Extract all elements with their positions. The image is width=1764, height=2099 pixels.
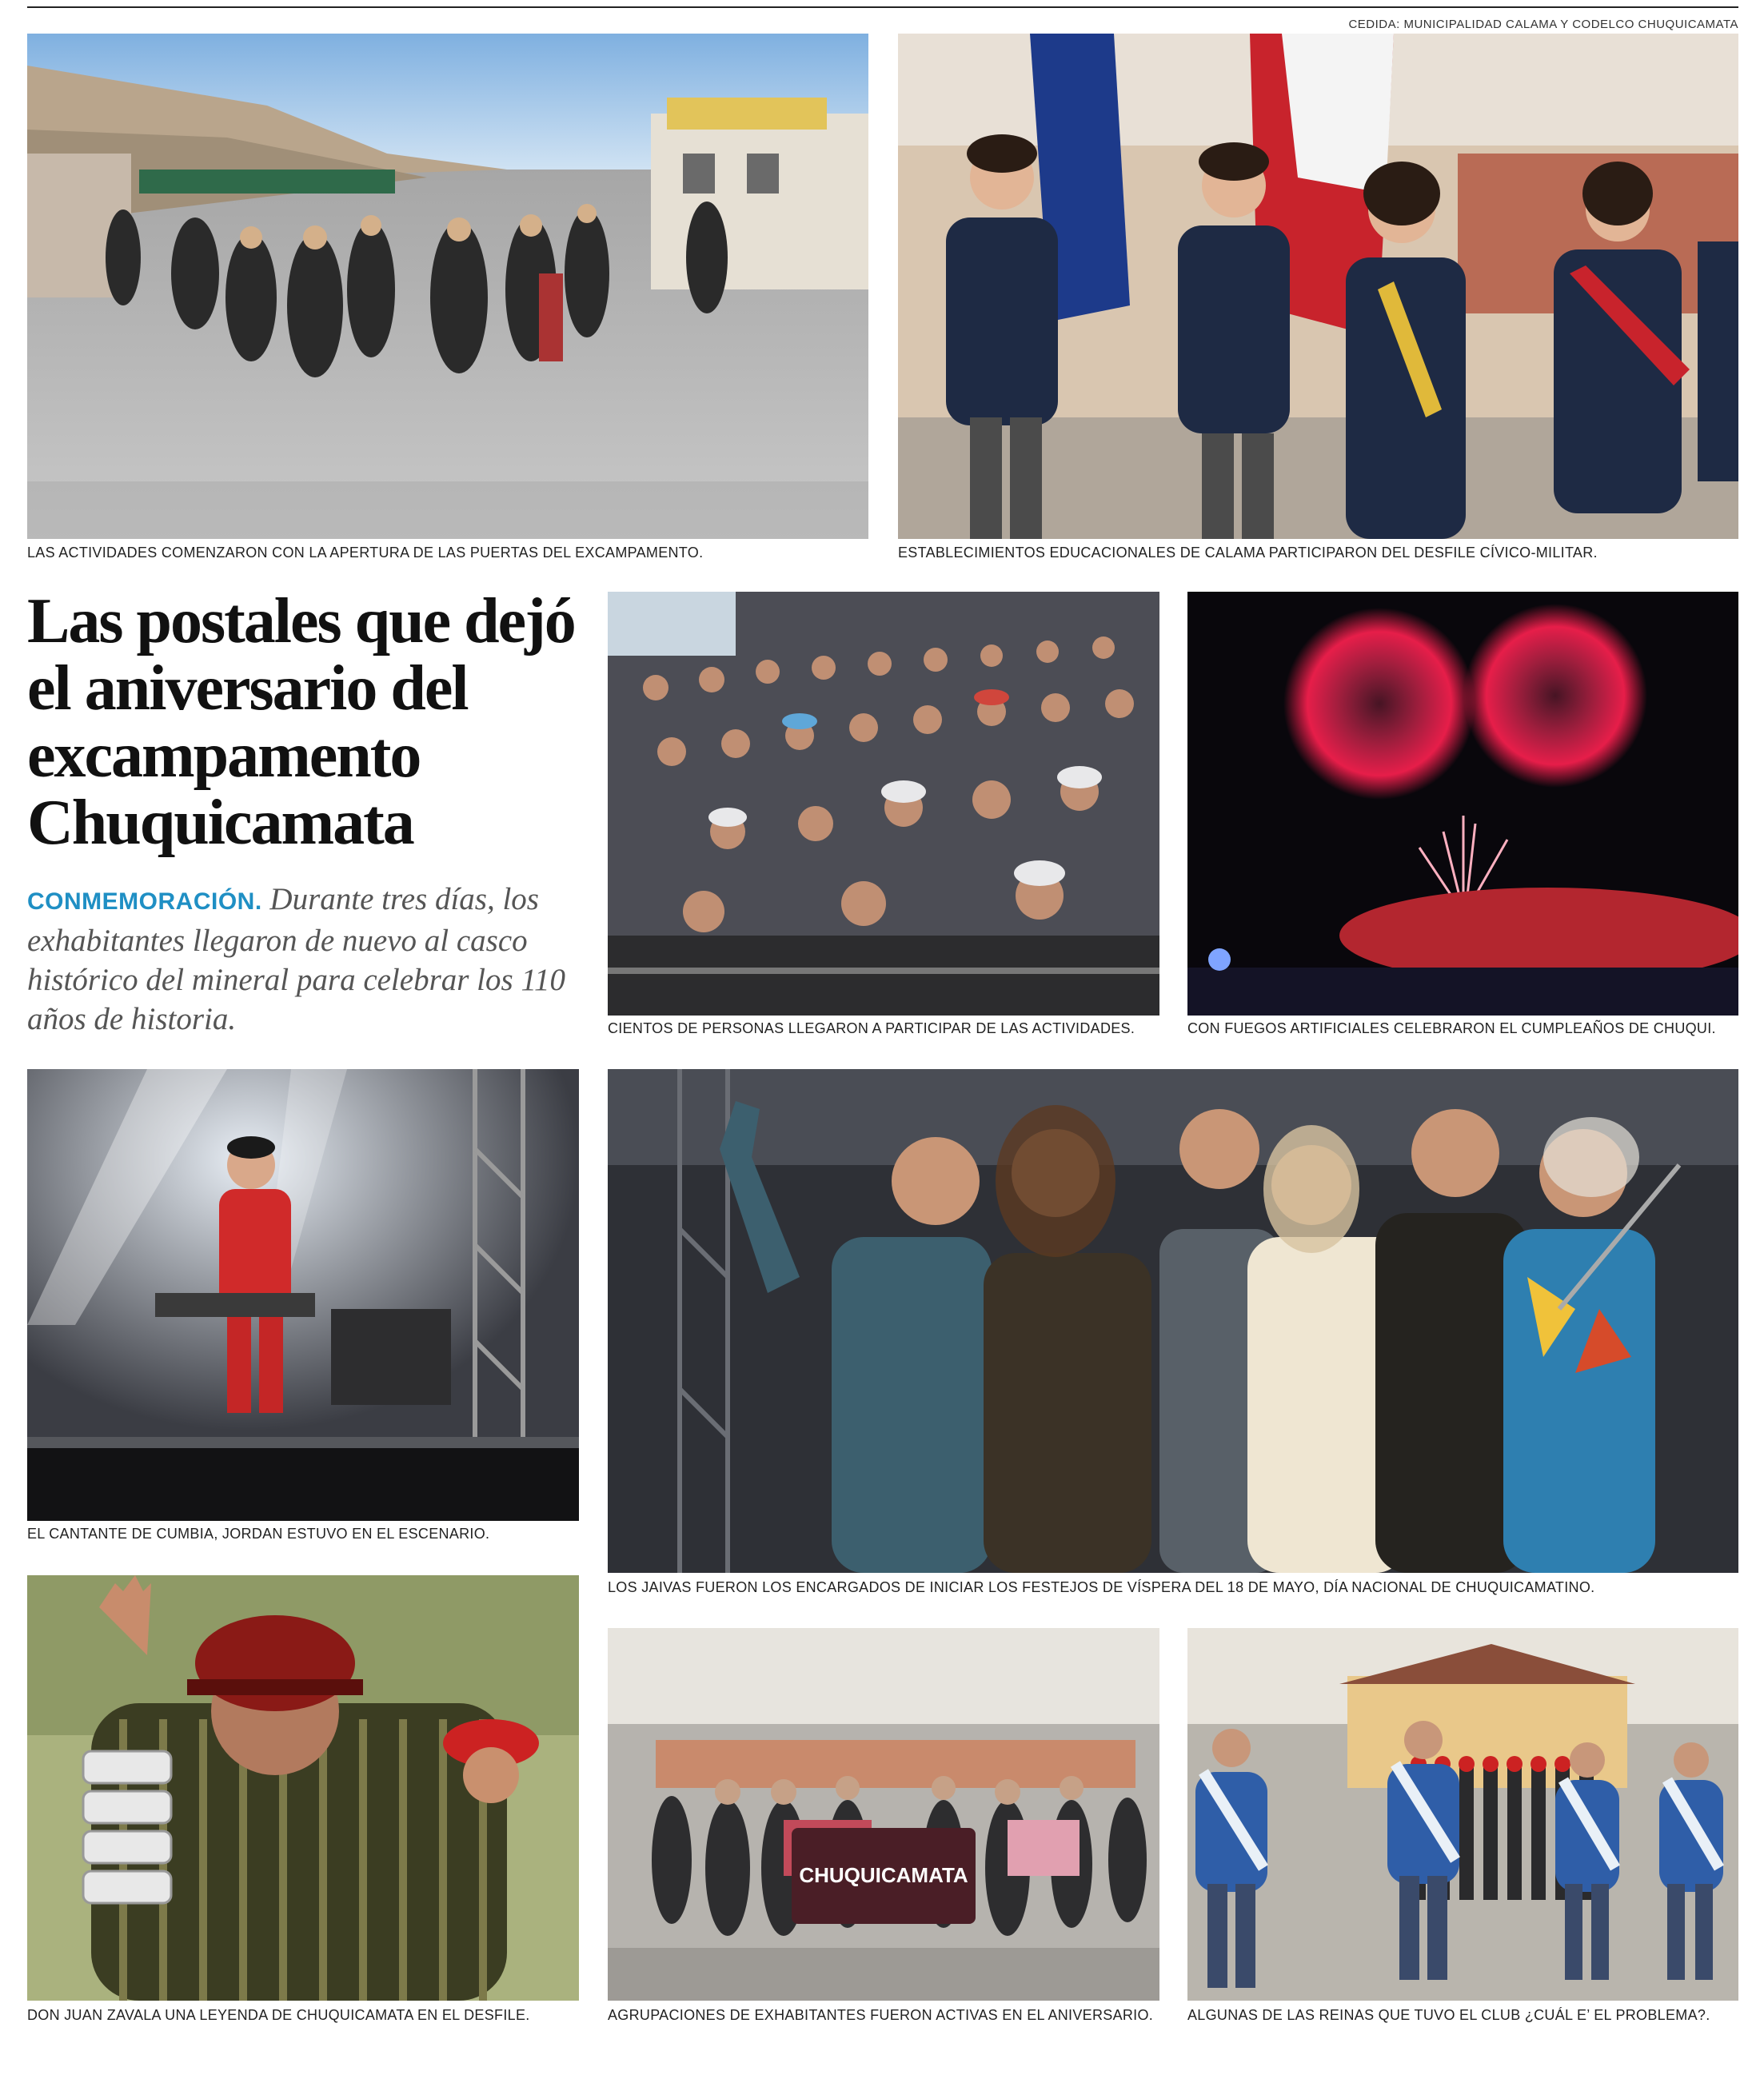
photo-fireworks (1187, 592, 1738, 1016)
dek-kicker: CONMEMORACIÓN. (27, 888, 262, 915)
photo-caption: DON JUAN ZAVALA UNA LEYENDA DE CHUQUICAMATA EN EL DESFILE. (27, 2007, 530, 2023)
photo-reinas (1187, 1628, 1738, 2001)
photo-caption: CON FUEGOS ARTIFICIALES CELEBRARON EL CUMPLEAÑOS DE CHUQUI. (1187, 1020, 1716, 1036)
photo-los-jaivas (608, 1069, 1738, 1573)
photo-juan-zavala (27, 1575, 579, 2001)
dek-text: Durante tres días, los exhabitantes llegaron de nuevo al casco histórico del mineral para celebrar los 110 años de historia. (27, 882, 566, 1036)
article-headline: Las postales que dejó el aniversario del excampamento Chuquicamata (27, 586, 575, 858)
photo-exhabitantes-banner (608, 1628, 1159, 2001)
top-rule (27, 6, 1738, 8)
banner-text: CHUQUICAMATA (799, 1863, 968, 1887)
photo-caption: CIENTOS DE PERSONAS LLEGARON A PARTICIPAR DE LAS ACTIVIDADES. (608, 1020, 1135, 1036)
photo-singer-stage (27, 1069, 579, 1521)
photo-crowd-street (27, 34, 868, 539)
photo-credit: CEDIDA: MUNICIPALIDAD CALAMA Y CODELCO CHUQUICAMATA (1348, 18, 1738, 31)
photo-caption: ALGUNAS DE LAS REINAS QUE TUVO EL CLUB ¿CUÁL E’ EL PROBLEMA?. (1187, 2007, 1710, 2023)
photo-audience (608, 592, 1159, 1016)
photo-caption: EL CANTANTE DE CUMBIA, JORDAN ESTUVO EN EL ESCENARIO. (27, 1526, 490, 1542)
photo-caption: AGRUPACIONES DE EXHABITANTES FUERON ACTIVAS EN EL ANIVERSARIO. (608, 2007, 1154, 2023)
article-dek (27, 880, 579, 1039)
photo-caption: LAS ACTIVIDADES COMENZARON CON LA APERTURA DE LAS PUERTAS DEL EXCAMPAMENTO. (27, 545, 704, 561)
photo-caption: LOS JAIVAS FUERON LOS ENCARGADOS DE INICIAR LOS FESTEJOS DE VÍSPERA DEL 18 DE MAYO, DÍA NACIONAL DE CHUQUICAMATINO. (608, 1579, 1595, 1595)
photo-caption: ESTABLECIMIENTOS EDUCACIONALES DE CALAMA PARTICIPARON DEL DESFILE CÍVICO-MILITAR. (898, 545, 1598, 561)
photo-parade-students (898, 34, 1738, 539)
